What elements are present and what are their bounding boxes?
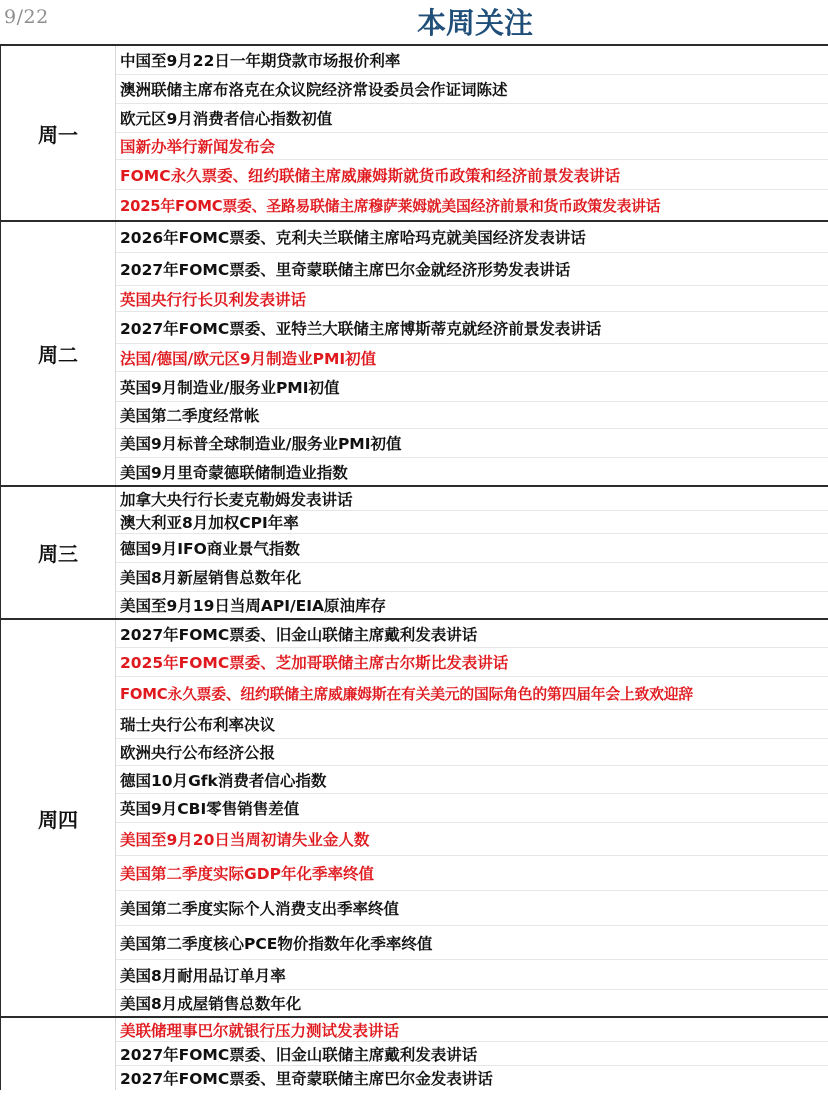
event-item: 2027年FOMC票委、旧金山联储主席戴利发表讲话 — [116, 1042, 828, 1066]
day-label: 周三 — [1, 487, 116, 618]
event-item: 美国第二季度实际个人消费支出季率终值 — [116, 891, 828, 926]
day-block — [0, 46, 828, 222]
event-item: 澳洲联储主席布洛克在众议院经济常设委员会作证词陈述 — [116, 75, 828, 104]
day-label: 周四 — [1, 620, 116, 1016]
event-item: 德国10月Gfk消费者信心指数 — [116, 766, 828, 794]
day-block — [0, 1018, 828, 1090]
event-item: 2026年FOMC票委、克利夫兰联储主席哈玛克就美国经济发表讲话 — [116, 222, 828, 253]
event-item-highlighted: 2025年FOMC票委、芝加哥联储主席古尔斯比发表讲话 — [116, 648, 828, 677]
event-item: 欧元区9月消费者信心指数初值 — [116, 104, 828, 133]
event-item: 美国8月耐用品订单月率 — [116, 960, 828, 990]
event-item-highlighted: 美国第二季度实际GDP年化季率终值 — [116, 856, 828, 891]
event-item: 英国9月制造业/服务业PMI初值 — [116, 372, 828, 402]
event-list — [116, 487, 828, 618]
day-label — [1, 1018, 116, 1090]
event-list — [116, 620, 828, 1016]
day-label: 周二 — [1, 222, 116, 485]
day-label: 周一 — [1, 46, 116, 220]
event-item: 2027年FOMC票委、旧金山联储主席戴利发表讲话 — [116, 620, 828, 648]
event-item: 瑞士央行公布利率决议 — [116, 710, 828, 739]
event-item-highlighted: 英国央行行长贝利发表讲话 — [116, 286, 828, 312]
event-item: 2027年FOMC票委、里奇蒙联储主席巴尔金就经济形势发表讲话 — [116, 253, 828, 286]
event-list — [116, 1018, 828, 1090]
event-item: 加拿大央行行长麦克勒姆发表讲话 — [116, 487, 828, 511]
event-item: 美国第二季度核心PCE物价指数年化季率终值 — [116, 926, 828, 960]
event-item-highlighted: FOMC永久票委、纽约联储主席威廉姆斯就货币政策和经济前景发表讲话 — [116, 160, 828, 190]
event-item: 美国至9月19日当周API/EIA原油库存 — [120, 597, 386, 615]
event-item: 澳大利亚8月加权CPI年率 — [116, 511, 828, 534]
weekly-schedule-table — [0, 46, 828, 1090]
event-item: 美国9月里奇蒙德联储制造业指数 — [120, 463, 348, 482]
event-item: 美国第二季度经常帐 — [116, 402, 828, 429]
event-item: 2027年FOMC票委、里奇蒙联储主席巴尔金发表讲话 — [120, 1070, 493, 1088]
event-item: 中国至9月22日一年期贷款市场报价利率 — [116, 46, 828, 75]
event-item: 美国8月新屋销售总数年化 — [116, 563, 828, 592]
event-item-highlighted: 2025年FOMC票委、圣路易联储主席穆萨莱姆就美国经济前景和货币政策发表讲话 — [120, 197, 661, 215]
page-title: 本周关注 — [416, 6, 533, 40]
event-list — [116, 222, 828, 485]
event-item: 欧洲央行公布经济公报 — [116, 739, 828, 766]
event-item: 美国9月标普全球制造业/服务业PMI初值 — [116, 429, 828, 458]
event-item-highlighted: 美国至9月20日当周初请失业金人数 — [116, 823, 828, 856]
date-stamp: 9/22 — [4, 6, 49, 28]
event-item: 2027年FOMC票委、亚特兰大联储主席博斯蒂克就经济前景发表讲话 — [116, 312, 828, 344]
event-item-highlighted: 法国/德国/欧元区9月制造业PMI初值 — [116, 344, 828, 372]
event-item-highlighted: 国新办举行新闻发布会 — [116, 133, 828, 160]
event-item: 英国9月CBI零售销售差值 — [116, 794, 828, 823]
event-item: 德国9月IFO商业景气指数 — [116, 534, 828, 563]
event-item-highlighted: FOMC永久票委、纽约联储主席威廉姆斯在有关美元的国际角色的第四届年会上致欢迎辞 — [116, 677, 828, 710]
event-item: 美国8月成屋销售总数年化 — [120, 995, 302, 1013]
day-block — [0, 620, 828, 1018]
event-list — [116, 46, 828, 220]
day-block — [0, 487, 828, 620]
event-item-highlighted: 美联储理事巴尔就银行压力测试发表讲话 — [116, 1018, 828, 1042]
day-block — [0, 222, 828, 487]
